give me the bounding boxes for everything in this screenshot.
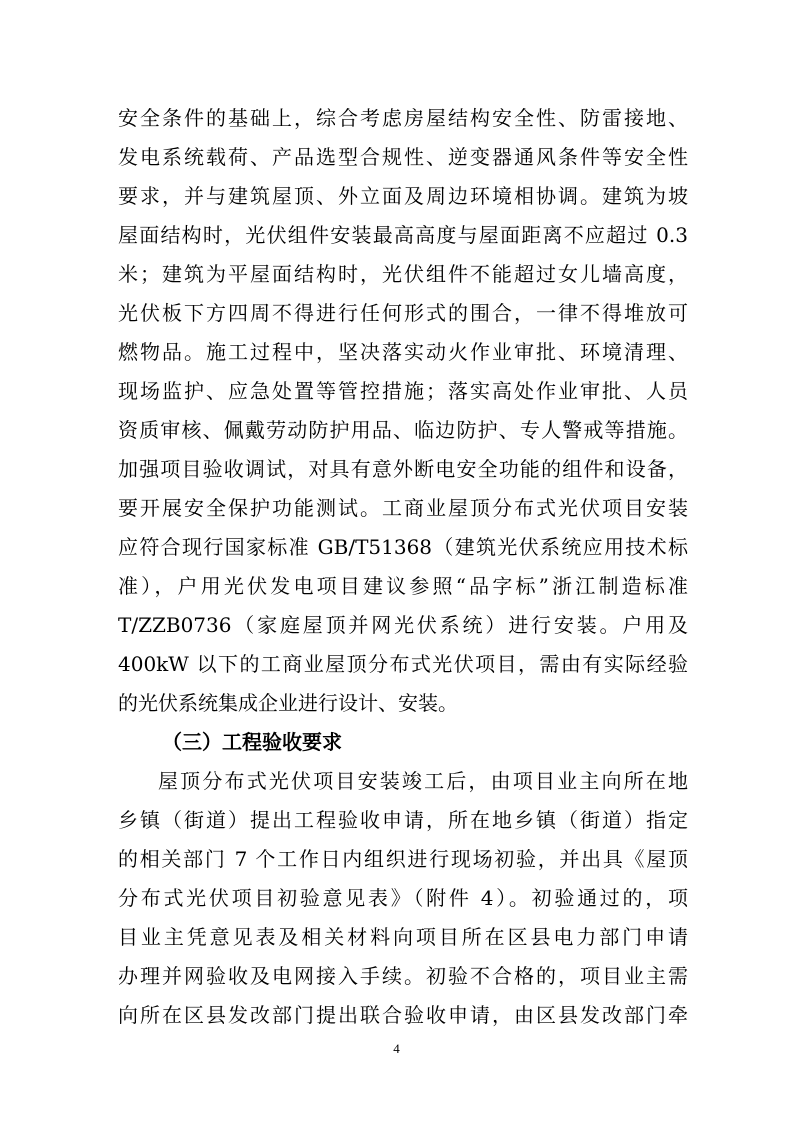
body-text-line: 的相关部门 7 个工作日内组织进行现场初验，并出具《屋顶	[118, 847, 688, 871]
body-text-line: 办理并网验收及电网接入手续。初验不合格的，项目业主需	[118, 964, 688, 988]
body-text-line: 屋顶分布式光伏项目安装竣工后，由项目业主向所在地	[158, 769, 688, 793]
body-text-line: 的光伏系统集成企业进行设计、安装。	[118, 691, 458, 715]
body-text-line: 要求，并与建筑屋顶、外立面及周边环境相协调。建筑为坡	[118, 184, 688, 208]
body-text-line: 分布式光伏项目初验意见表》（附件 4）。初验通过的，项	[118, 886, 688, 910]
page-number: 4	[393, 1041, 400, 1056]
body-text-line: 目业主凭意见表及相关材料向项目所在区县电力部门申请	[118, 925, 688, 949]
body-text-line: 资质审核、佩戴劳动防护用品、临边防护、专人警戒等措施。	[118, 418, 688, 442]
body-text-line: 屋面结构时，光伏组件安装最高高度与屋面距离不应超过 0.3	[118, 223, 688, 247]
body-text-line: 发电系统载荷、产品选型合规性、逆变器通风条件等安全性	[118, 145, 688, 169]
body-text-line: 米；建筑为平屋面结构时，光伏组件不能超过女儿墙高度，	[118, 262, 688, 286]
body-text-line: 应符合现行国家标准 GB/T51368（建筑光伏系统应用技术标	[118, 535, 688, 559]
body-text-line: 光伏板下方四周不得进行任何形式的围合，一律不得堆放可	[118, 301, 688, 325]
body-text-line: 400kW 以下的工商业屋顶分布式光伏项目，需由有实际经验	[118, 652, 688, 676]
body-text-line: 准），户用光伏发电项目建议参照“品字标”浙江制造标准	[118, 574, 688, 598]
body-text-line: 现场监护、应急处置等管控措施；落实高处作业审批、人员	[118, 379, 688, 403]
body-text-line: 安全条件的基础上，综合考虑房屋结构安全性、防雷接地、	[118, 106, 688, 130]
section-heading: （三）工程验收要求	[162, 730, 342, 754]
body-text-line: 加强项目验收调试，对具有意外断电安全功能的组件和设备，	[118, 457, 688, 481]
body-text-line: 燃物品。施工过程中，坚决落实动火作业审批、环境清理、	[118, 340, 688, 364]
body-text-line: 乡镇（街道）提出工程验收申请，所在地乡镇（街道）指定	[118, 808, 688, 832]
body-text-line: T/ZZB0736（家庭屋顶并网光伏系统）进行安装。户用及	[118, 613, 688, 637]
body-text-line: 要开展安全保护功能测试。工商业屋顶分布式光伏项目安装	[118, 496, 688, 520]
body-text-line: 向所在区县发改部门提出联合验收申请，由区县发改部门牵	[118, 1003, 688, 1027]
